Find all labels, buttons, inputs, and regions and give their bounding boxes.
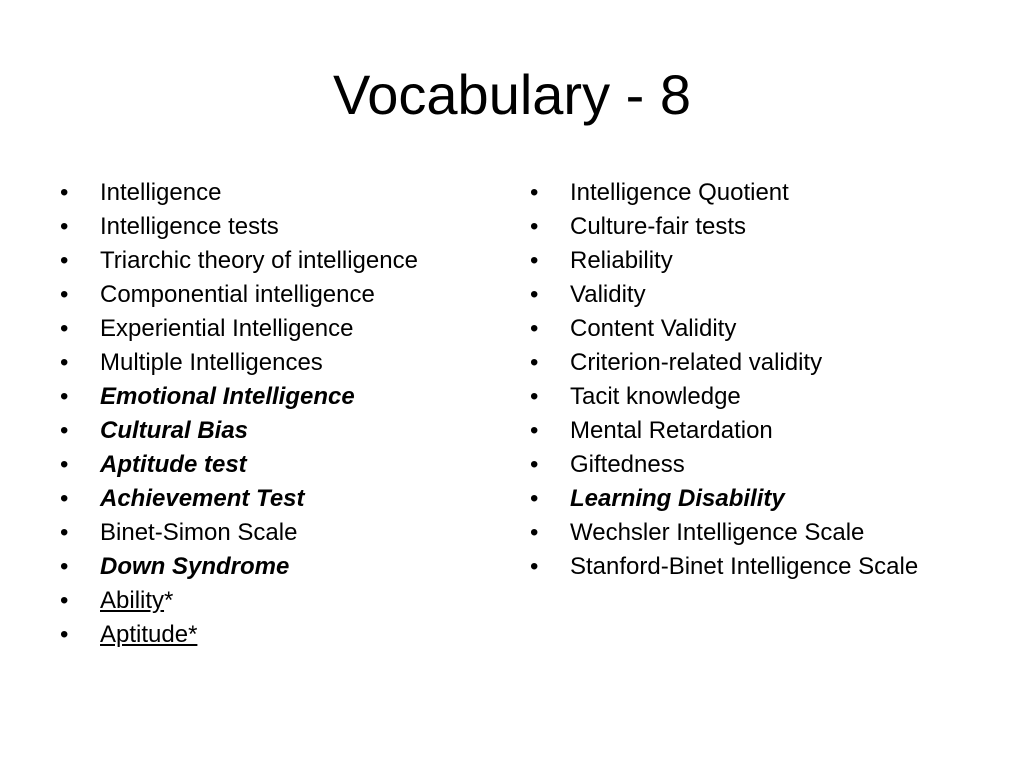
term-list-item [60,213,500,241]
term-text: Multiple Intelligences [100,349,323,376]
bullet-icon: • [530,213,539,240]
term-list-item [60,281,500,309]
term-text: Ability [100,587,165,614]
term-text: Content Validity [570,315,737,342]
bullet-icon: • [60,553,69,580]
bullet-icon: • [530,383,539,410]
term-text: Intelligence tests [100,213,279,240]
term-text: Achievement Test [100,485,305,512]
bullet-icon: • [530,451,539,478]
term-list-item [530,349,970,377]
term-list-item [60,247,500,275]
term-suffix: * [164,587,174,614]
term-text: Aptitude test [100,451,247,478]
term-text: Triarchic theory of intelligence [100,247,418,274]
right-term-list [530,179,970,587]
term-text: Aptitude* [100,621,198,648]
term-text: Tacit knowledge [570,383,741,410]
term-text: Criterion-related validity [570,349,823,376]
term-list-item [60,315,500,343]
term-list-item [60,383,500,411]
bullet-icon: • [60,485,69,512]
term-list-item [60,417,500,445]
bullet-icon: • [60,179,69,206]
term-text: Validity [570,281,646,308]
term-list-item [60,621,500,649]
bullet-icon: • [530,417,539,444]
term-list-item [530,213,970,241]
term-text: Experiential Intelligence [100,315,354,342]
bullet-icon: • [530,179,539,206]
bullet-icon: • [530,281,539,308]
term-text: Reliability [570,247,673,274]
term-list-item [530,179,970,207]
term-text: Intelligence Quotient [570,179,789,206]
bullet-icon: • [530,553,539,580]
term-text: Giftedness [570,451,685,478]
term-text: Cultural Bias [100,417,249,444]
bullet-icon: • [60,213,69,240]
term-list-item [530,451,970,479]
term-list-item [530,281,970,309]
term-text: Emotional Intelligence [100,383,355,410]
bullet-icon: • [530,485,539,512]
term-list-item [60,519,500,547]
term-list-item [60,553,500,581]
term-text: Binet-Simon Scale [100,519,298,546]
term-list-item [530,315,970,343]
bullet-icon: • [60,247,69,274]
term-text: Down Syndrome [100,553,290,580]
term-list-item [60,349,500,377]
bullet-icon: • [530,519,539,546]
term-list-item [530,383,970,411]
term-text: Stanford-Binet Intelligence Scale [570,553,919,580]
term-text: Wechsler Intelligence Scale [570,519,865,546]
term-list-item [530,417,970,445]
bullet-icon: • [60,587,69,614]
term-list-item [530,485,970,513]
term-text: Culture-fair tests [570,213,747,240]
term-list-item [530,247,970,275]
bullet-icon: • [60,519,69,546]
term-list-item [530,519,970,547]
bullet-icon: • [530,247,539,274]
slide-title: Vocabulary - 8 [333,63,691,126]
bullet-icon: • [530,315,539,342]
term-list-item [60,587,500,615]
term-text: Componential intelligence [100,281,375,308]
term-text: Learning Disability [570,485,785,512]
term-text: Mental Retardation [570,417,773,444]
term-list-item [60,179,500,207]
term-list-item [530,553,970,581]
bullet-icon: • [60,349,69,376]
bullet-icon: • [60,417,69,444]
term-list-item [60,451,500,479]
left-term-list [60,179,500,655]
bullet-icon: • [60,621,69,648]
bullet-icon: • [60,451,69,478]
bullet-icon: • [530,349,539,376]
bullet-icon: • [60,315,69,342]
term-list-item [60,485,500,513]
bullet-icon: • [60,383,69,410]
bullet-icon: • [60,281,69,308]
term-text: Intelligence [100,179,222,206]
